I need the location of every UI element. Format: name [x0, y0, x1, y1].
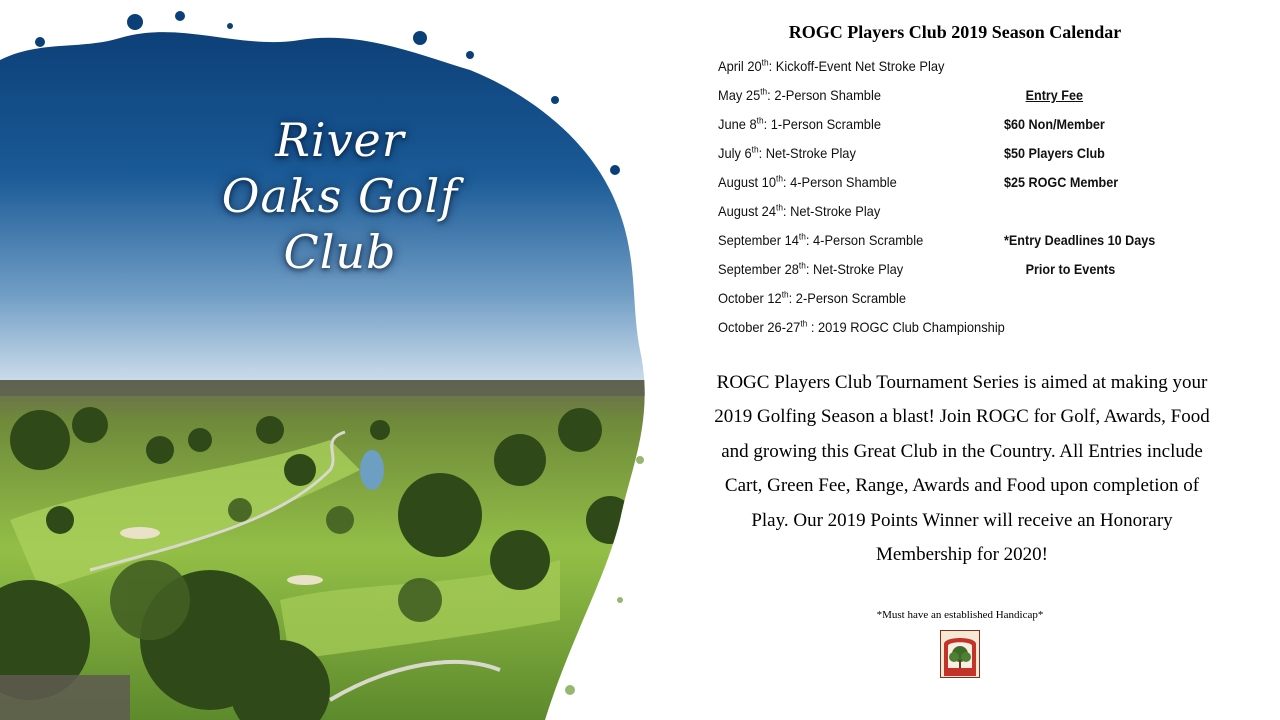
event-date: September 14: [718, 232, 799, 248]
event-description: : 1-Person Scramble: [763, 116, 881, 132]
event-description: : 2-Person Scramble: [788, 290, 907, 306]
entry-fee-heading: Entry Fee: [1025, 87, 1084, 103]
club-name-line: Oaks Golf: [221, 169, 459, 223]
event-item: [718, 228, 985, 257]
event-date-suffix: th: [761, 57, 769, 68]
event-schedule-list: [718, 54, 1008, 344]
event-description: : Net-Stroke Play: [758, 145, 856, 161]
river-oaks-logo-icon: [940, 630, 980, 678]
event-date-suffix: th: [776, 173, 783, 184]
fee-non-member: $60 Non/Member: [1004, 116, 1105, 132]
event-item: [718, 199, 985, 228]
handicap-footnote: *Must have an established Handicap*: [876, 609, 1044, 621]
event-item: [718, 286, 985, 315]
event-date-suffix: th: [798, 260, 806, 271]
event-description: : 4-Person Shamble: [782, 174, 897, 190]
entry-deadline-note: *Entry Deadlines 10 Days: [1004, 232, 1156, 248]
event-date: October 26-27: [718, 319, 801, 335]
event-item: [718, 170, 985, 199]
calendar-title: ROGC Players Club 2019 Season Calendar: [788, 22, 1122, 42]
event-description: : 4-Person Scramble: [805, 232, 924, 248]
event-item: [718, 257, 985, 286]
event-date: August 24: [718, 203, 777, 219]
event-date: May 25: [718, 87, 761, 103]
club-name-line: Club: [283, 225, 397, 279]
event-description: : Kickoff-Event Net Stroke Play: [768, 58, 945, 74]
fee-member: $25 ROGC Member: [1004, 174, 1119, 190]
series-description: ROGC Players Club Tournament Series is aimed at making your 2019 Golfing Season a blast! Join ROGC for Golf, Awards, Food and growing this Great Club in the Country. All Entries include Cart, Green Fee, Range, Awards and Food upon completion of Play. Our 2019 Points Winner will receive an Honorary Membership for 2020!: [714, 372, 1210, 566]
event-description: : 2-Person Shamble: [767, 87, 881, 103]
fee-players-club: $50 Players Club: [1004, 145, 1105, 161]
event-date: October 12: [718, 290, 782, 306]
event-description: : Net-Stroke Play: [782, 203, 881, 219]
entry-fee-list: [1004, 83, 1224, 286]
event-date-suffix: th: [760, 86, 768, 97]
event-date-suffix: th: [798, 231, 806, 242]
entry-deadline-note-cont: Prior to Events: [1025, 261, 1116, 277]
event-date-suffix: th: [776, 202, 783, 213]
fee-spacer: [1004, 199, 1202, 228]
event-item: [718, 315, 1005, 344]
event-description: : Net-Stroke Play: [805, 261, 904, 277]
event-item: [718, 83, 985, 112]
event-date: September 28: [718, 261, 799, 277]
event-date: July 6: [718, 145, 752, 161]
club-name-line: River: [275, 113, 405, 167]
event-date-suffix: th: [751, 144, 759, 155]
event-date: April 20: [718, 58, 762, 74]
event-date: June 8: [718, 116, 757, 132]
event-item: [718, 54, 985, 83]
event-date-suffix: th: [756, 115, 764, 126]
event-description: : 2019 ROGC Club Championship: [807, 319, 1005, 335]
event-date-suffix: th: [781, 289, 789, 300]
event-date-suffix: th: [800, 318, 808, 329]
club-name-title: [190, 112, 490, 280]
event-item: [718, 112, 985, 141]
event-item: [718, 141, 985, 170]
event-date: August 10: [718, 174, 777, 190]
